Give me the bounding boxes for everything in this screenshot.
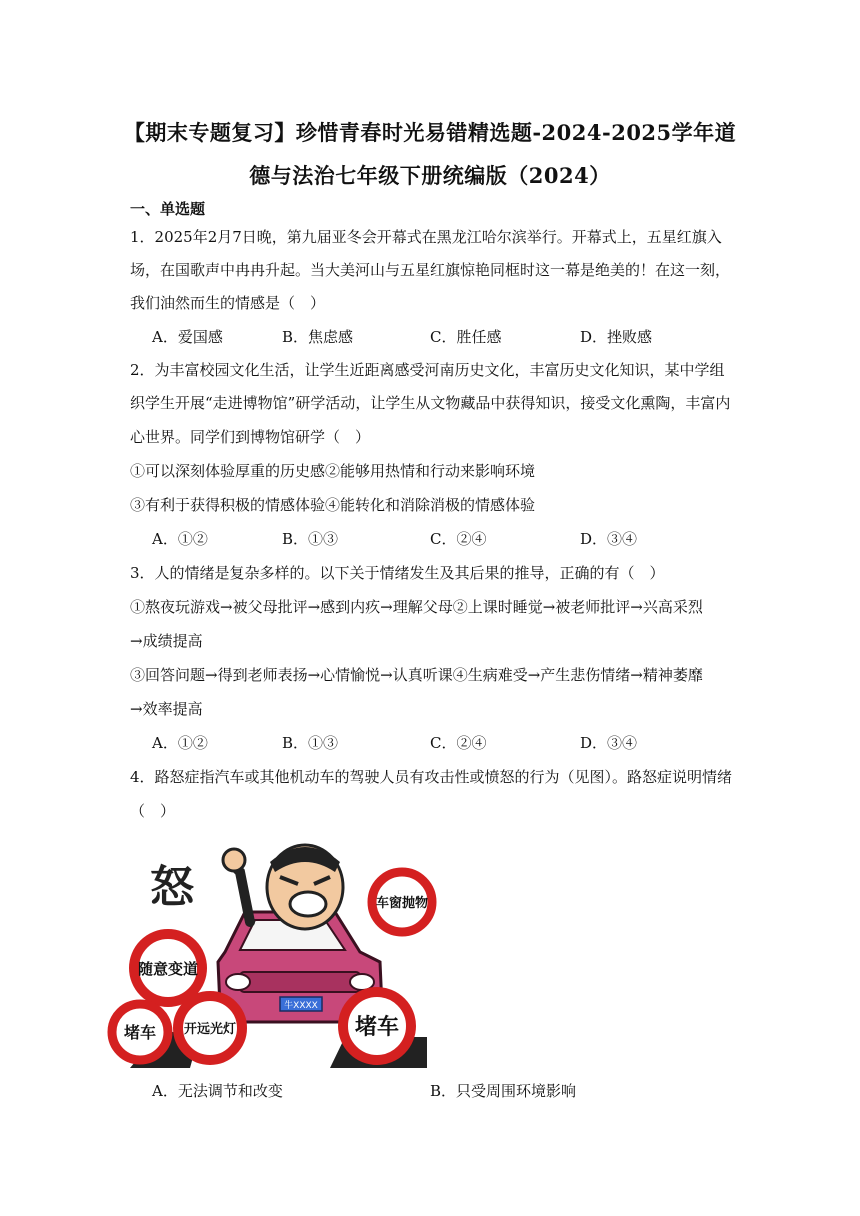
road-rage-illustration <box>123 832 429 1068</box>
q2-option-c: C．②④ <box>430 530 487 548</box>
section-heading: 一、单选题 <box>130 200 206 218</box>
sign-traffic-jam-text: 堵车 <box>354 1015 400 1040</box>
q3-statement-line2: →成绩提高 <box>130 632 203 650</box>
q3-statement-line1: ①熬夜玩游戏→被父母批评→感到内疚→理解父母②上课时睡觉→被老师批评→兴高采烈 <box>130 598 703 616</box>
road-rage-cartoon <box>123 832 429 1068</box>
car-headlight-left <box>226 974 250 990</box>
sign-random-lane-change-text: 随意变道 <box>137 960 199 978</box>
document-title-line1: 【期末专题复习】珍惜青春时光易错精选题-2024-2025学年道 <box>123 120 737 145</box>
q4-option-a: A．无法调节和改变 <box>152 1082 283 1100</box>
q3-statement-line3: ③回答问题→得到老师表扬→心情愉悦→认真听课④生病难受→产生悲伤情绪→精神萎靡 <box>130 666 703 684</box>
q2-stem-line2: 织学生开展“走进博物馆”研学活动，让学生从文物藏品中获得知识，接受文化熏陶，丰富内 <box>130 394 731 412</box>
q3-statement-line4: →效率提高 <box>130 700 203 718</box>
driver-mouth <box>290 892 326 916</box>
q3-option-b: B．①③ <box>282 734 339 752</box>
driver-fist <box>223 849 245 871</box>
q4-stem-line1: 4．路怒症指汽车或其他机动车的驾驶人员有攻击性或愤怒的行为（见图）。路怒症说明情绪 <box>130 768 733 786</box>
q4-stem-line2: （ ） <box>130 802 176 820</box>
q1-option-a: A．爱国感 <box>152 328 223 346</box>
q2-option-a: A．①② <box>152 530 208 548</box>
q2-statement-line2: ③有利于获得积极的情感体验④能转化和消除消极的情感体验 <box>130 496 536 514</box>
car-grille <box>240 972 360 992</box>
q1-option-d: D．挫败感 <box>580 328 653 346</box>
q2-option-d: D．③④ <box>580 530 638 548</box>
q3-option-d: D．③④ <box>580 734 638 752</box>
q3-option-c: C．②④ <box>430 734 487 752</box>
q1-option-c: C．胜任感 <box>430 328 502 346</box>
q2-stem-line3: 心世界。同学们到博物馆研学（ ） <box>130 428 371 446</box>
q1-stem-line2: 场，在国歌声中冉冉升起。当大美河山与五星红旗惊艳同框时这一幕是绝美的！在这一刻， <box>130 261 731 279</box>
q2-statement-line1: ①可以深刻体验厚重的历史感②能够用热情和行动来影响环境 <box>130 462 536 480</box>
q1-stem-line3: 我们油然而生的情感是（ ） <box>130 294 326 312</box>
sign-window-throwing-text: 车窗抛物 <box>375 896 429 911</box>
sign-left-partial-text: 堵车 <box>123 1023 157 1042</box>
q1-stem-line1: 1．2025年2月7日晚，第九届亚冬会开幕式在黑龙江哈尔滨举行。开幕式上，五星红旗入 <box>130 228 722 246</box>
q3-stem-line1: 3．人的情绪是复杂多样的。以下关于情绪发生及其后果的推导，正确的有（ ） <box>130 564 665 582</box>
q4-option-b: B．只受周围环境影响 <box>430 1082 577 1100</box>
sign-high-beam-text: 开远光灯 <box>183 1022 237 1037</box>
q2-option-b: B．①③ <box>282 530 339 548</box>
document-title-line2: 德与法治七年级下册统编版（2024） <box>249 163 611 188</box>
q1-option-b: B．焦虑感 <box>282 328 354 346</box>
q2-stem-line1: 2．为丰富校园文化生活，让学生近距离感受河南历史文化，丰富历史文化知识，某中学组 <box>130 361 725 379</box>
license-plate-text: 牛XXXX <box>284 1001 318 1011</box>
anger-character: 怒 <box>150 862 194 913</box>
q3-option-a: A．①② <box>152 734 208 752</box>
